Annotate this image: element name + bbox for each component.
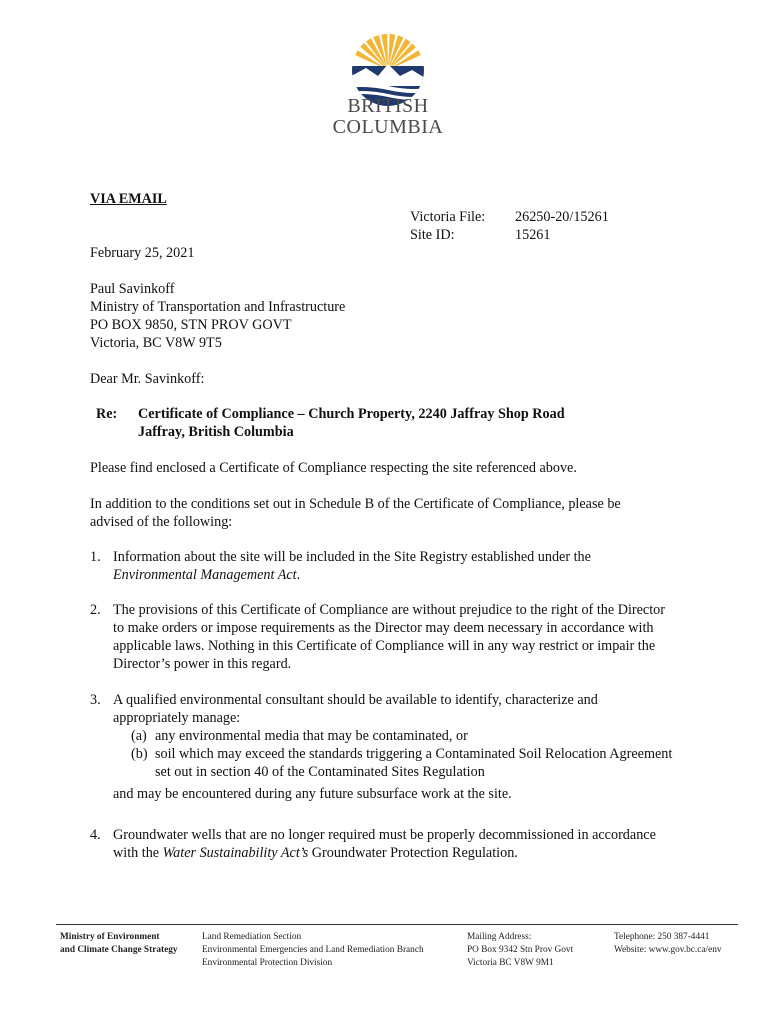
paragraph-intro: Please find enclosed a Certificate of Compliance respecting the site referenced above. xyxy=(90,460,577,476)
logo-line-1: BRITISH xyxy=(347,95,429,117)
paragraph-line: In addition to the conditions set out in Schedule B of the Certificate of Compliance, please be xyxy=(90,496,621,512)
item-line: Groundwater wells that are no longer required must be properly decommissioned in accordance xyxy=(113,827,656,843)
item-line: to make orders or impose requirements as the Director may deem necessary in accordance with xyxy=(113,620,654,636)
item-line: Director’s power in this regard. xyxy=(113,656,292,672)
item-number: 4. xyxy=(90,827,101,843)
list-item xyxy=(90,548,715,584)
item-number: 1. xyxy=(90,549,101,565)
re-line-1: Certificate of Compliance – Church Property, 2240 Jaffray Shop Road xyxy=(138,406,565,422)
recipient-name: Paul Savinkoff xyxy=(90,281,175,297)
victoria-file-value: 26250-20/15261 xyxy=(515,209,609,225)
sub-item-label: (b) xyxy=(131,746,148,762)
footer-line: Environmental Emergencies and Land Remediation Branch xyxy=(202,944,424,955)
recipient-address xyxy=(90,280,345,352)
paragraph-line: advised of the following: xyxy=(90,514,233,530)
footer-divider xyxy=(56,924,738,925)
logo-wordmark xyxy=(326,96,450,138)
paragraph-conditions xyxy=(90,495,690,531)
footer-mailing-address xyxy=(467,931,573,969)
item-line: The provisions of this Certificate of Compliance are without prejudice to the right of the Director xyxy=(113,602,665,618)
list-item xyxy=(90,601,715,673)
footer-line: and Climate Change Strategy xyxy=(60,944,178,955)
recipient-city: Victoria, BC V8W 9T5 xyxy=(90,335,222,351)
footer-contact xyxy=(614,931,722,957)
sub-item-line: set out in section 40 of the Contaminated Sites Regulation xyxy=(155,764,485,780)
sub-item-a xyxy=(131,727,715,745)
sub-item-label: (a) xyxy=(131,728,147,744)
site-id-value: 15261 xyxy=(515,227,551,243)
list-item xyxy=(90,691,715,803)
text-fragment: Groundwater Protection Regulation. xyxy=(308,845,518,861)
sub-item-text: any environmental media that may be contaminated, or xyxy=(155,728,468,744)
site-id-label: Site ID: xyxy=(410,227,455,243)
footer-ministry xyxy=(60,931,178,957)
item-closing: and may be encountered during any future subsurface work at the site. xyxy=(113,786,512,802)
sub-item-text xyxy=(155,745,672,781)
item-number: 2. xyxy=(90,602,101,618)
act-name: Water Sustainability Act’s xyxy=(162,845,309,861)
file-reference-block xyxy=(410,208,609,244)
re-subject xyxy=(138,405,565,441)
act-name: Environmental Management Act xyxy=(113,567,297,583)
footer-website: Website: www.gov.bc.ca/env xyxy=(614,944,722,955)
item-line: applicable laws. Nothing in this Certificate of Compliance will in any way restrict or impair the xyxy=(113,638,656,654)
footer-line: Environmental Protection Division xyxy=(202,957,333,968)
delivery-method: VIA EMAIL xyxy=(90,191,167,207)
item-line xyxy=(113,566,715,584)
re-label: Re: xyxy=(96,406,118,422)
list-item xyxy=(90,826,715,862)
logo-line-2: COLUMBIA xyxy=(332,116,444,138)
salutation: Dear Mr. Savinkoff: xyxy=(90,371,205,387)
footer-line: PO Box 9342 Stn Prov Govt xyxy=(467,944,574,955)
footer-telephone: Telephone: 250 387-4441 xyxy=(614,932,710,942)
item-line xyxy=(113,844,715,862)
footer-line: Mailing Address: xyxy=(467,932,532,942)
victoria-file-label: Victoria File: xyxy=(410,209,486,225)
item-number: 3. xyxy=(90,692,101,708)
sub-item-b xyxy=(131,745,715,781)
footer-line: Land Remediation Section xyxy=(202,932,302,942)
text-fragment: with the xyxy=(113,845,163,861)
punctuation: . xyxy=(296,567,301,583)
footer-section xyxy=(202,931,424,969)
item-line: Information about the site will be included in the Site Registry established under the xyxy=(113,549,591,565)
item-line: appropriately manage: xyxy=(113,710,241,726)
footer-line: Victoria BC V8W 9M1 xyxy=(467,957,554,968)
recipient-box: PO BOX 9850, STN PROV GOVT xyxy=(90,317,292,333)
sub-item-line: soil which may exceed the standards triggering a Contaminated Soil Relocation Agreement xyxy=(155,746,673,762)
item-line: A qualified environmental consultant should be available to identify, characterize and xyxy=(113,692,598,708)
recipient-org: Ministry of Transportation and Infrastructure xyxy=(90,299,346,315)
letter-date: February 25, 2021 xyxy=(90,245,195,261)
re-line-2: Jaffray, British Columbia xyxy=(138,424,294,440)
footer-line: Ministry of Environment xyxy=(60,932,160,942)
